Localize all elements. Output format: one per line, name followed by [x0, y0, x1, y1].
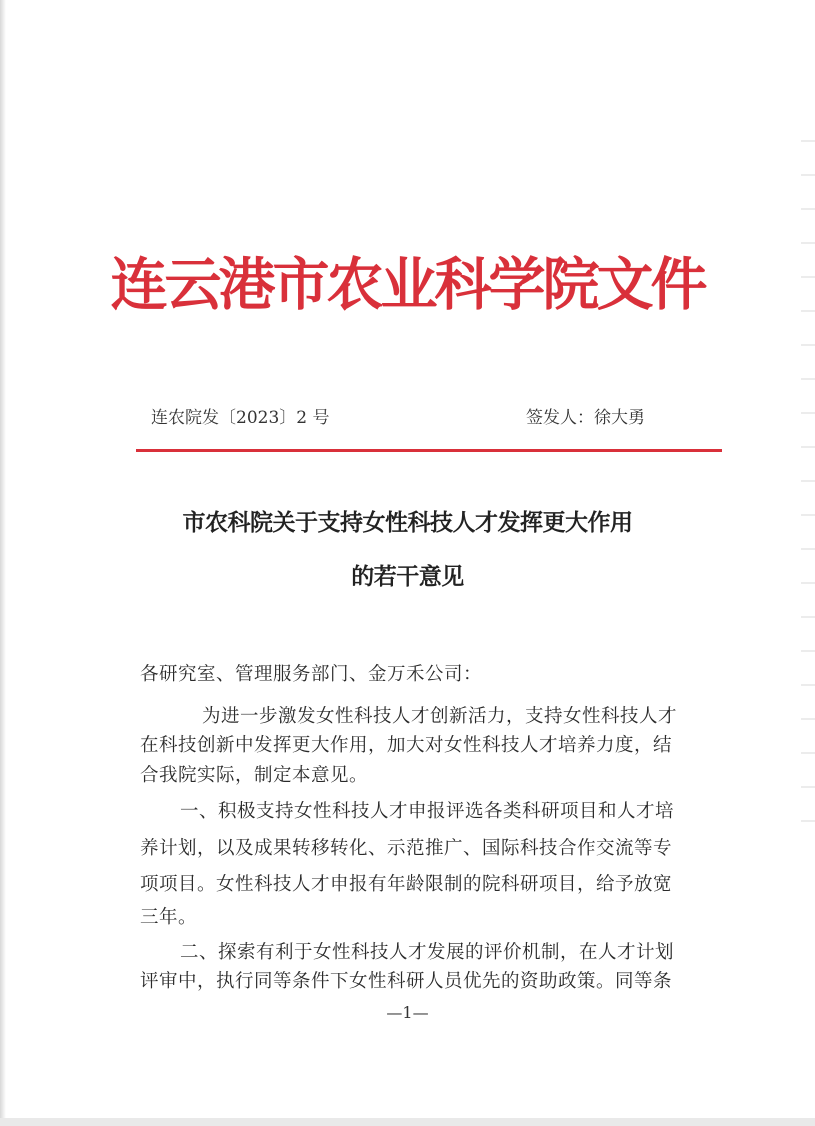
body-line: 合我院实际，制定本意见。	[140, 765, 369, 786]
document-header-title: 连云港市农业科学院文件	[110, 251, 705, 318]
header-red-divider	[136, 449, 722, 452]
document-subject-line-2: 的若干意见	[351, 563, 464, 590]
body-line: 为进一步激发女性科技人才创新活力，支持女性科技人才	[202, 706, 678, 727]
body-line-section-1: 一、积极支持女性科技人才申报评选各类科研项目和人才培	[180, 801, 675, 822]
body-line: 评审中，执行同等条件下女性科研人员优先的资助政策。同等条	[140, 971, 673, 992]
document-number: 连农院发〔2023〕2 号	[151, 408, 330, 428]
body-line-addressees: 各研究室、管理服务部门、金万禾公司：	[140, 664, 483, 685]
body-line: 养计划，以及成果转移转化、示范推广、国际科技合作交流等专	[140, 838, 673, 859]
body-line: 项项目。女性科技人才申报有年龄限制的院科研项目，给予放宽	[140, 874, 673, 895]
issuer-signature-line: 签发人：徐大勇	[526, 408, 645, 428]
document-subject-line-1: 市农科院关于支持女性科技人才发挥更大作用	[182, 509, 633, 536]
body-line: 三年。	[140, 907, 198, 928]
body-line-section-2: 二、探索有利于女性科技人才发展的评价机制，在人才计划	[180, 942, 675, 963]
body-line: 在科技创新中发挥更大作用，加大对女性科技人才培养力度，结	[140, 735, 673, 756]
page-number: —1—	[386, 1003, 429, 1022]
scan-edge-shadow	[0, 0, 6, 1118]
